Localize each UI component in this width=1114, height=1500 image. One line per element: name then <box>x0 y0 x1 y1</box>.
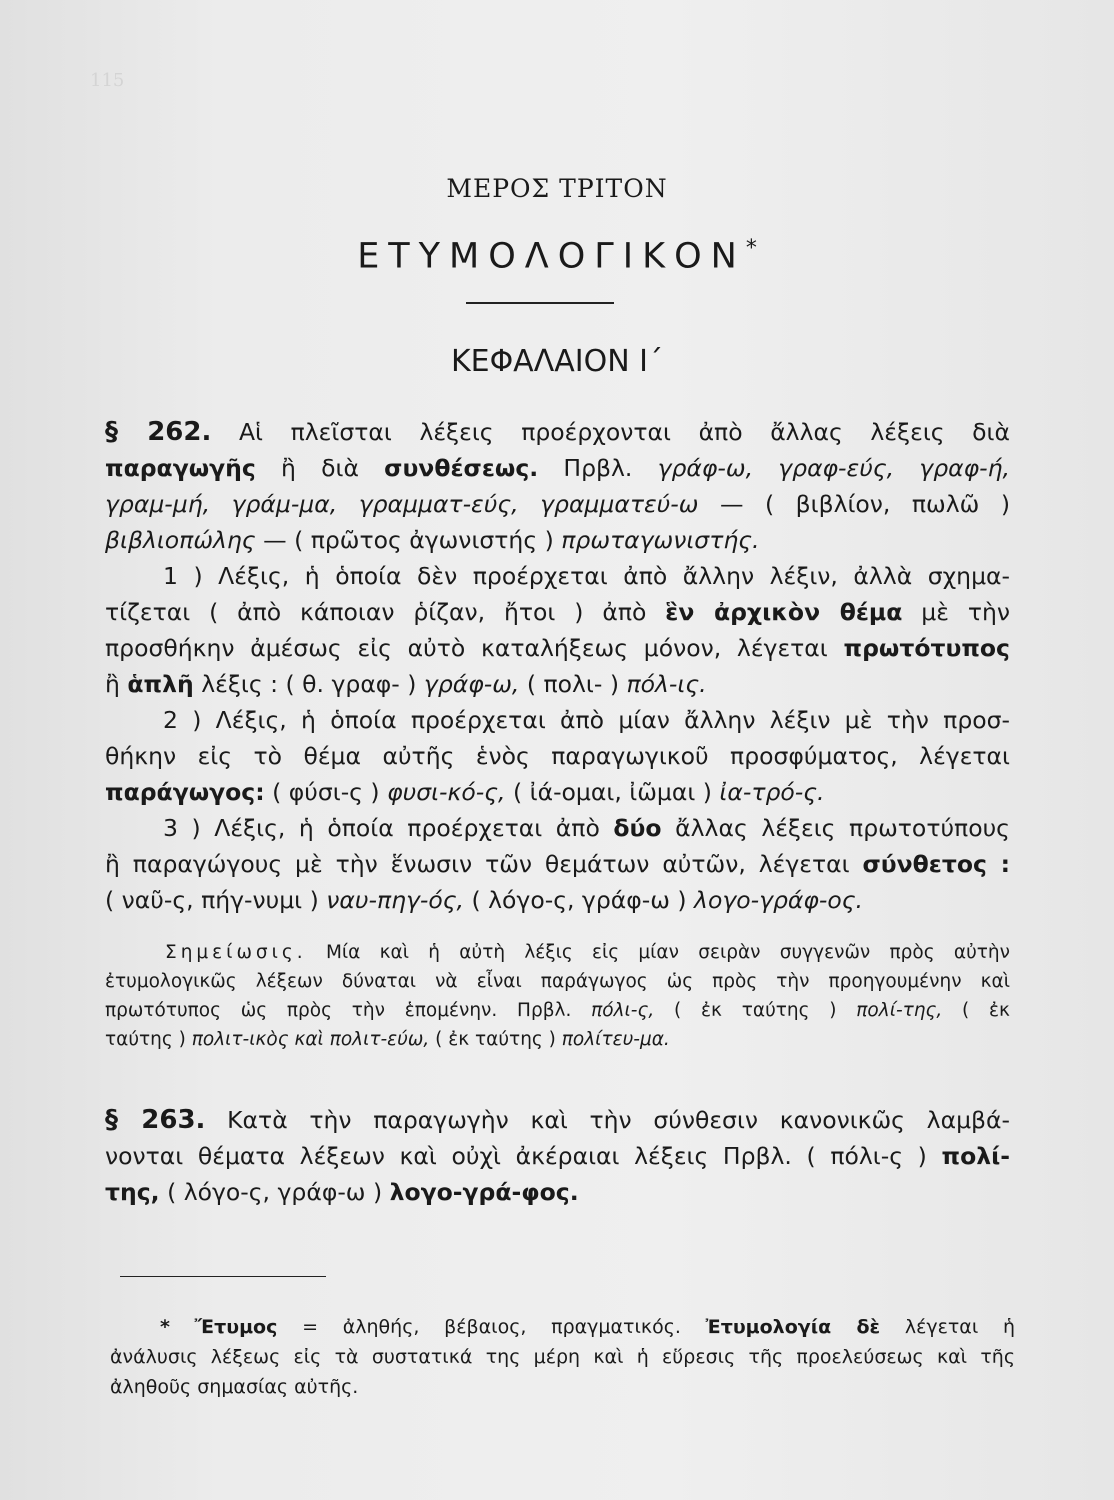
item-3-line-3: ( ναῦ-ς, πήγ-νυμι ) ναυ-πηγ-ός, ( λόγο-ς, γράφ-ω ) λογο-γράφ-ος. <box>105 886 864 914</box>
item-1-line-2: τίζεται ( ἀπὸ κάποιαν ῥίζαν, ἤτοι ) ἀπὸ ἓν ἀρχικὸν θέμα μὲ τὴν <box>105 598 1010 626</box>
footnote-marker: * <box>745 236 757 261</box>
footnote-line-3: ἀληθοῦς σημασίας αὐτῆς. <box>110 1376 359 1398</box>
page-number: 115 <box>90 70 125 91</box>
note-line-1: Σημείωσις. Μία καὶ ἡ αὐτὴ λέξις εἰς μίαν σειρὰν συγγενῶν πρὸς αὐτὴν <box>165 942 1010 963</box>
title-divider <box>466 302 614 304</box>
footnote-divider <box>120 1276 326 1277</box>
footnote-line-1: * Ἔτυμος = ἀληθής, βέβαιος, πραγματικός. Ἐτυμολογία δὲ λέγεται ἡ <box>160 1316 1016 1338</box>
footnote-line-2: ἀνάλυσις λέξεως εἰς τὰ συστατικά της μέρη καὶ ἡ εὕρεσις τῆς προελεύσεως καὶ τῆς <box>110 1346 1015 1368</box>
item-2-line-1: 2 ) Λέξις, ἡ ὁποία προέρχεται ἀπὸ μίαν ἄλλην λέξιν μὲ τὴν προσ- <box>163 706 1010 734</box>
s262-line-3: γραμ-μή, γράμ-μα, γραμματ-εύς, γραμματεύ-ω — ( βιβλίον, πωλῶ ) <box>105 490 1010 518</box>
main-title <box>0 236 1114 277</box>
s263-line-3: της, ( λόγο-ς, γράφ-ω ) λογο-γρά-φος. <box>105 1178 579 1206</box>
item-1-line-3: προσθήκην ἀμέσως εἰς αὐτὸ καταλήξεως μόνον, λέγεται πρωτότυπος <box>105 634 1010 662</box>
footnote-marker: * <box>160 1316 170 1338</box>
part-title: ΜΕΡΟΣ ΤΡΙΤΟΝ <box>446 174 668 203</box>
note-line-4: ταύτης ) πολιτ-ικὸς καὶ πολιτ-εύω, ( ἐκ ταύτης ) πολίτευ-μα. <box>105 1029 670 1050</box>
s263-line-2: νονται θέματα λέξεων καὶ οὐχὶ ἀκέραιαι λέξεις Πρβλ. ( πόλι-ς ) πολί- <box>105 1142 1010 1170</box>
s262-line-1: § 262. Αἱ πλεῖσται λέξεις προέρχονται ἀπὸ ἄλλας λέξεις διὰ <box>105 417 1010 447</box>
footnote <box>110 1312 1016 1402</box>
note-block <box>105 938 1010 1054</box>
section-262 <box>105 414 1010 918</box>
item-3-line-2: ἢ παραγώγους μὲ τὴν ἕνωσιν τῶν θεμάτων αὐτῶν, λέγεται σύνθετος : <box>105 850 1010 878</box>
item-2-line-2: θήκην εἰς τὸ θέμα αὐτῆς ἑνὸς παραγωγικοῦ προσφύματος, λέγεται <box>105 742 1010 770</box>
note-label: Σημείωσις. <box>165 942 307 963</box>
item-3-line-1: 3 ) Λέξις, ἡ ὁποία προέρχεται ἀπὸ δύο ἄλλας λέξεις πρωτοτύπους <box>163 814 1010 842</box>
s263-line-1: § 263. Κατὰ τὴν παραγωγὴν καὶ τὴν σύνθεσιν κανονικῶς λαμβά- <box>105 1105 1010 1135</box>
note-line-2: ἐτυμολογικῶς λέξεων δύναται νὰ εἶναι παράγωγος ὡς πρὸς τὴν προηγουμένην καὶ <box>105 971 1010 992</box>
note-line-3: πρωτότυπος ὡς πρὸς τὴν ἑπομένην. Πρβλ. πόλι-ς, ( ἐκ ταύτης ) πολί-της, ( ἐκ <box>105 1000 1010 1021</box>
section-number: § 262. <box>105 417 212 447</box>
item-1-line-1: 1 ) Λέξις, ἡ ὁποία δὲν προέρχεται ἀπὸ ἄλλην λέξιν, ἀλλὰ σχημα- <box>163 562 1010 590</box>
item-2-line-3: παράγωγος: ( φύσι-ς ) φυσι-κό-ς, ( ἰά-ομαι, ἰῶμαι ) ἰα-τρό-ς. <box>105 778 825 806</box>
chapter-title: ΚΕΦΑΛΑΙΟΝ Ι΄ <box>450 344 664 379</box>
item-1-line-4: ἢ ἁπλῆ λέξις : ( θ. γραφ- ) γράφ-ω, ( πολι- ) πόλ-ις. <box>105 670 707 698</box>
main-title-text: ΕΤΥΜΟΛΟΓΙΚΟΝ <box>357 236 746 277</box>
section-263 <box>105 1102 1010 1210</box>
section-number: § 263. <box>105 1105 206 1135</box>
s262-line-4: βιβλιοπώλης — ( πρῶτος ἀγωνιστής ) πρωταγωνιστής. <box>105 526 760 554</box>
s262-line-2: παραγωγῆς ἢ διὰ συνθέσεως. Πρβλ. γράφ-ω, γραφ-εύς, γραφ-ή, <box>105 454 1010 482</box>
